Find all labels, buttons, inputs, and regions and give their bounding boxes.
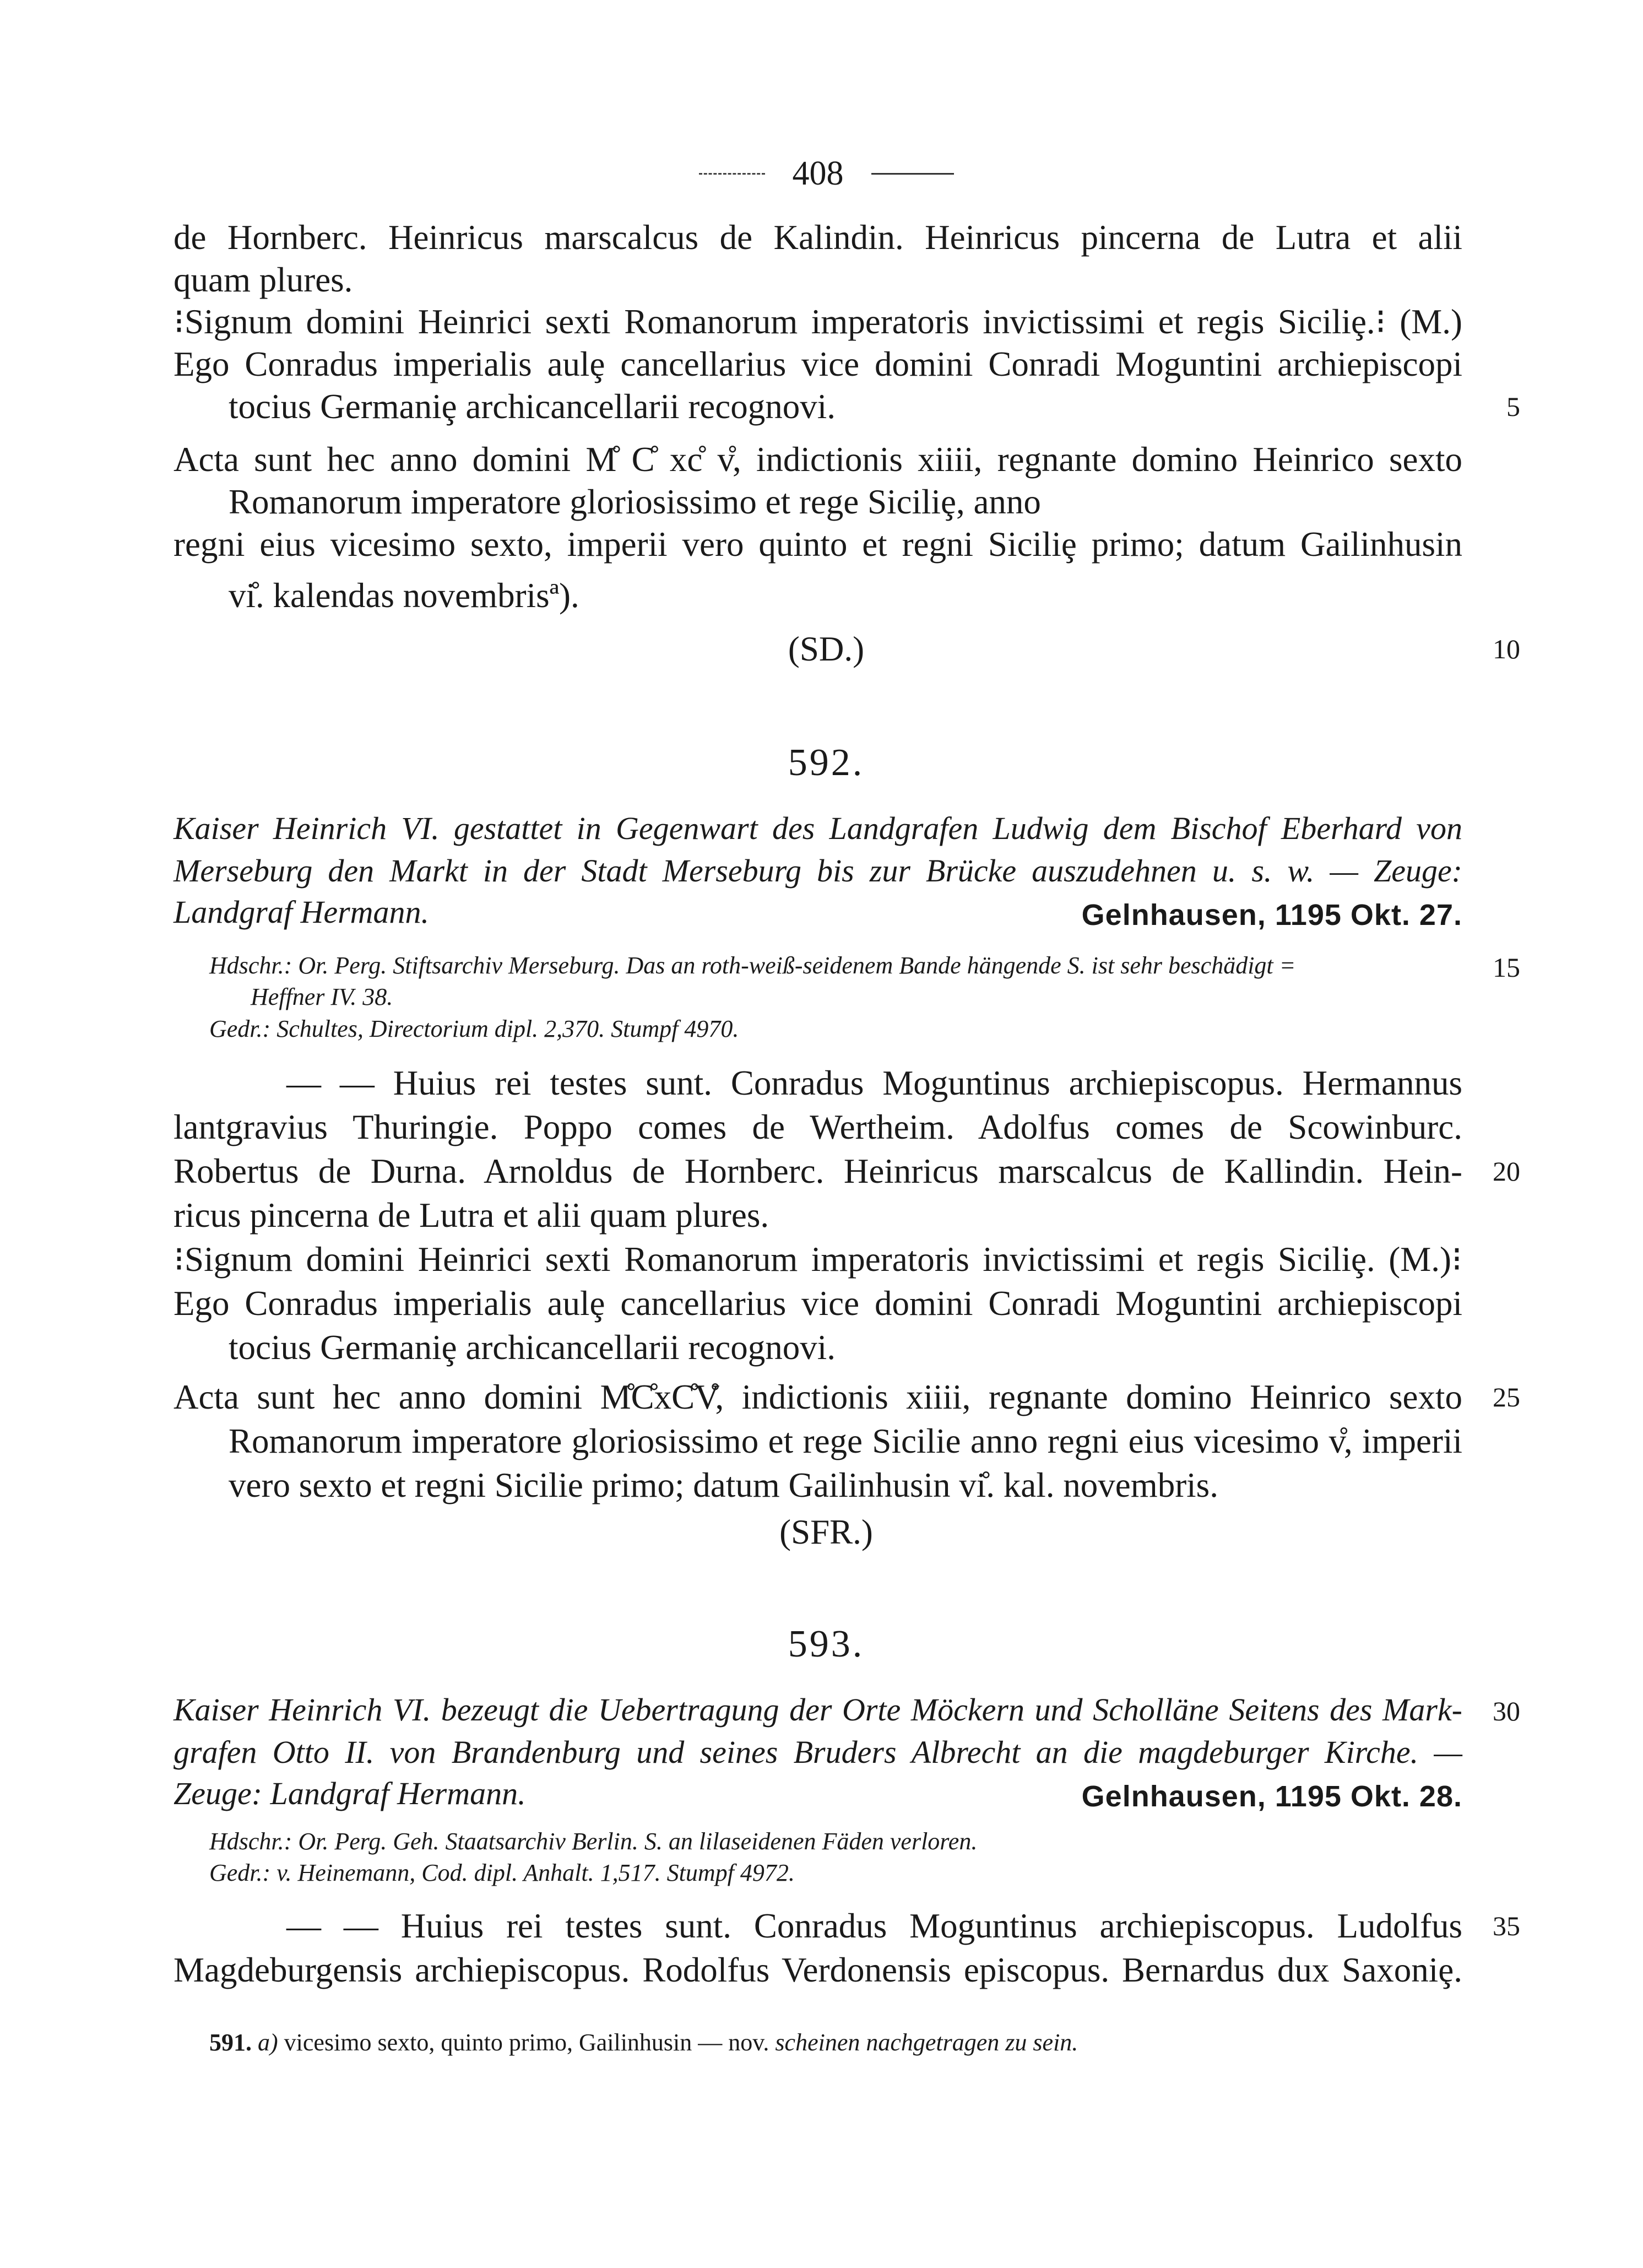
text-line: Robertus de Durna. Arnoldus de Hornberc. Heinricus marscalcus de Kallindin. Hein- xyxy=(173,1152,1462,1190)
footnote-comment: scheinen nachgetragen zu sein. xyxy=(775,2029,1078,2056)
regest-line: Zeuge: Landgraf Hermann. xyxy=(173,1776,526,1811)
dateline: Gelnhausen, 1195 Okt. 28. xyxy=(1081,1780,1462,1813)
text-line: Romanorum imperatore gloriosissimo et rege Siciliȩ, anno xyxy=(229,483,1041,521)
text-line: vero sexto et regni Sicilie primo; datum Gailinhusin vi̊. kal. novembris. xyxy=(229,1466,1218,1504)
seal-mark: (SD.) xyxy=(788,630,865,668)
margin-line-number: 5 xyxy=(1506,391,1520,422)
margin-line-number: 15 xyxy=(1493,952,1520,983)
recognition-line: Ego Conradus imperialis aulȩ cancellarius vice domini Conradi Moguntini archiepiscopi xyxy=(173,1284,1462,1323)
document-number: 592. xyxy=(788,741,865,784)
source-line: Hdschr.: Or. Perg. Stiftsarchiv Merseburg. Das an roth-weiß-seidenem Bande hängende S. ist sehr beschädigt = xyxy=(209,952,1296,979)
recognition-line: Ego Conradus imperialis aulȩ cancellarius vice domini Conradi Moguntini archiepiscopi xyxy=(173,345,1462,383)
signum-line: ⁝Signum domini Heinrici sexti Romanorum imperatoris invictissimi et regis Siciliȩ. (M.)⁝ xyxy=(173,1240,1462,1279)
margin-line-number: 35 xyxy=(1493,1910,1520,1941)
document-number: 593. xyxy=(788,1623,865,1665)
text-line: regni eius vicesimo sexto, imperii vero quinto et regni Siciliȩ primo; datum Gailinhusin xyxy=(173,525,1462,564)
seal-mark: (SFR.) xyxy=(779,1513,873,1551)
text-line: quam plures. xyxy=(173,261,353,299)
dateline: Gelnhausen, 1195 Okt. 27. xyxy=(1081,898,1462,932)
footnote xyxy=(209,2027,1462,2058)
text-line: vi̊. kalendas novembrisª). xyxy=(229,576,579,615)
text-line: Romanorum imperatore gloriosissimo et rege Sicilie anno regni eius vicesimo v̊, imperii xyxy=(229,1422,1462,1460)
text-line: — — Huius rei testes sunt. Conradus Moguntinus archiepiscopus. Hermannus xyxy=(286,1064,1462,1102)
source-line: Gedr.: v. Heinemann, Cod. dipl. Anhalt. 1,517. Stumpf 4972. xyxy=(209,1859,795,1886)
regest-line: grafen Otto II. von Brandenburg und seines Bruders Albrecht an die magdeburger Kirche. — xyxy=(173,1734,1462,1770)
regest-line: Kaiser Heinrich VI. bezeugt die Uebertragung der Orte Möckern und Scholläne Seitens des Mark- xyxy=(173,1692,1462,1728)
footnote-id: 591. xyxy=(209,2029,252,2056)
acta-line: Acta sunt hec anno domini M̊C̊xC̊V̊, indictionis xiiii, regnante domino Heinrico sexto xyxy=(173,1378,1462,1416)
page-number: 408 xyxy=(792,154,844,192)
margin-line-number: 20 xyxy=(1493,1156,1520,1187)
header-rule-right xyxy=(871,173,954,175)
signum-line: ⁝Signum domini Heinrici sexti Romanorum imperatoris invictissimi et regis Siciliȩ.⁝ (M.) xyxy=(173,302,1462,341)
text-line: lantgravius Thuringie. Poppo comes de Wertheim. Adolfus comes de Scowinburc. xyxy=(173,1108,1462,1146)
text-line: tocius Germaniȩ archicancellarii recognovi. xyxy=(229,387,836,426)
source-line: Gedr.: Schultes, Directorium dipl. 2,370. Stumpf 4970. xyxy=(209,1015,739,1042)
acta-line: Acta sunt hec anno domini M̊ C̊ xc̊ v̊, indictionis xiiii, regnante domino Heinrico sexto xyxy=(173,440,1462,479)
margin-line-number: 10 xyxy=(1493,634,1520,664)
text-line: Magdeburgensis archiepiscopus. Rodolfus Verdonensis episcopus. Bernardus dux Saxoniȩ. xyxy=(173,1951,1462,1989)
source-line: Heffner IV. 38. xyxy=(251,983,393,1010)
regest-line: Merseburg den Markt in der Stadt Merseburg bis zur Brücke auszudehnen u. s. w. — Zeuge: xyxy=(173,853,1462,889)
text-line: ricus pincerna de Lutra et alii quam plures. xyxy=(173,1196,769,1235)
footnote-text: vicesimo sexto, quinto primo, Gailinhusin — nov. xyxy=(284,2029,769,2056)
regest-line: Kaiser Heinrich VI. gestattet in Gegenwart des Landgrafen Ludwig dem Bischof Eberhard von xyxy=(173,810,1462,846)
page-header xyxy=(672,149,980,198)
text-line: de Hornberc. Heinricus marscalcus de Kalindin. Heinricus pincerna de Lutra et alii xyxy=(173,218,1462,257)
footnote-marker: a) xyxy=(258,2029,278,2056)
text-line: — — Huius rei testes sunt. Conradus Moguntinus archiepiscopus. Ludolfus xyxy=(286,1907,1462,1945)
text-line: tocius Germaniȩ archicancellarii recognovi. xyxy=(229,1328,836,1367)
margin-line-number: 25 xyxy=(1493,1382,1520,1412)
margin-line-number: 30 xyxy=(1493,1696,1520,1726)
regest-line: Landgraf Hermann. xyxy=(173,894,430,930)
source-line: Hdschr.: Or. Perg. Geh. Staatsarchiv Berlin. S. an lilaseidenen Fäden verloren. xyxy=(209,1828,978,1855)
header-rule-left xyxy=(699,173,765,175)
